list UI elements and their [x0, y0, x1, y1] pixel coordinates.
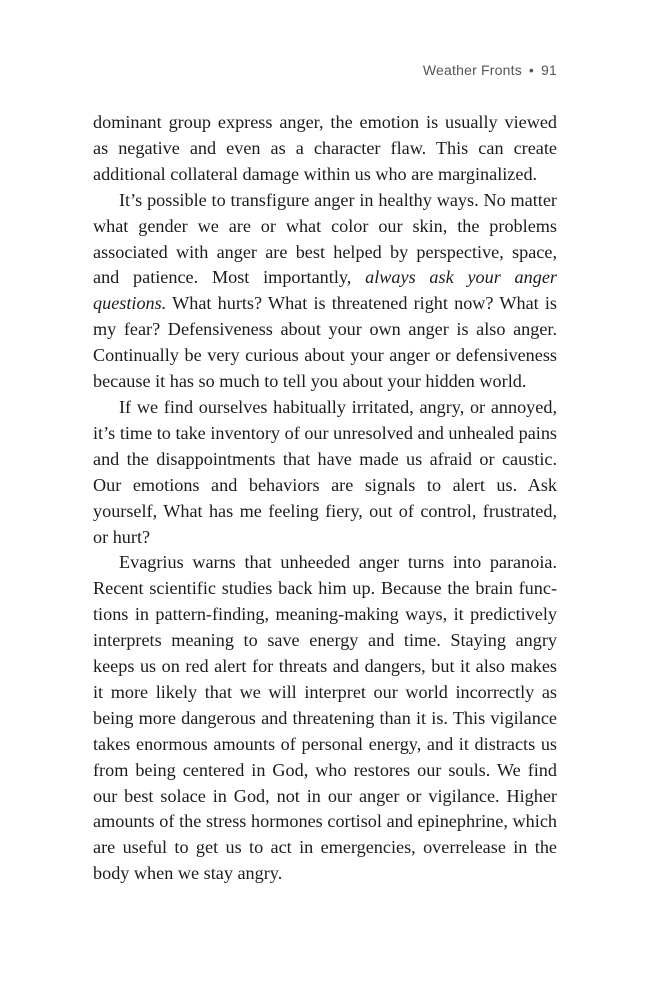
paragraph-2-text-end: What hurts? What is threatened right now? What is my fear? Defensiveness about your own anger is also anger. Continually be very curious about your anger or defensiveness because it has so much to tell you about your hidden world.: [93, 293, 557, 392]
paragraph-1: dominant group express anger, the emotion is usually viewed as negative and even as a character flaw. This can create additional collateral damage within us who are marginalized.: [93, 112, 557, 184]
page-number: 91: [541, 62, 557, 78]
paragraph-3: If we find ourselves habitually irritated, angry, or annoyed, it’s time to take inventory of our unresolved and unhealed pains and the disappointments that have made us afraid or caustic. Our emotions and behaviors are signals to alert us. Ask yourself, What has me feeling fiery, out of control, frustrated, or hurt?: [93, 396, 557, 547]
body-text: [93, 110, 557, 887]
chapter-title: Weather Fronts: [422, 62, 522, 78]
paragraph-2-text: It’s possible to transfigure anger in healthy ways. No matter what gender we are or what color our skin, the problems associated with anger are best helped by perspective, space, and patience. Most importantly,: [93, 189, 557, 288]
running-head: [423, 62, 557, 78]
paragraph-4: Evagrius warns that unheeded anger turns into paranoia. Recent scientific studies back him up. Because the brain functions in pattern-finding, meaning-making ways, it predictively interprets meaning to save energy and time. Staying angry keeps us on red alert for threats and dangers, but it also makes it more likely that we will interpret our world incorrectly as being more dangerous and threatening than it is. This vigilance takes enormous amounts of personal energy, and it distracts us from being centered in God, who restores our souls. We find our best solace in God, not in our anger or vigilance. Higher amounts of the stress hormones cortisol and epinephrine, which are useful to get us to act in emergencies, overrelease in the body when we stay angry.: [93, 552, 557, 884]
paragraph-2: [93, 188, 557, 395]
header-separator: •: [528, 62, 535, 78]
paragraph-2-emphasis: always ask your anger questions.: [93, 267, 557, 314]
